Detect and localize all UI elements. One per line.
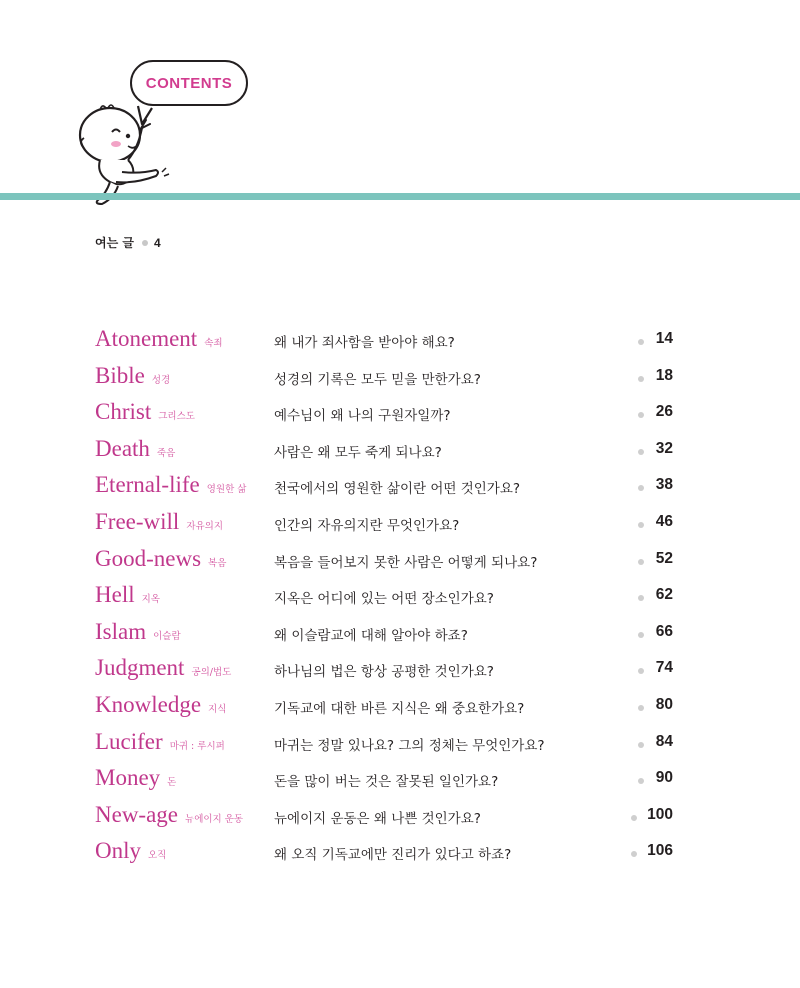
toc-term	[95, 509, 223, 535]
toc-term	[95, 363, 170, 389]
toc-term	[95, 582, 160, 608]
toc-page-number: 106	[647, 842, 673, 860]
toc-page-number: 14	[655, 330, 673, 347]
toc-page-number: 74	[655, 659, 673, 677]
term-korean: 죽음	[156, 447, 176, 459]
dot-separator	[638, 485, 644, 491]
term-english: Good-news	[95, 545, 202, 571]
dot-separator	[638, 778, 644, 784]
term-english: Hell	[95, 582, 135, 608]
toc-entry[interactable]	[0, 505, 800, 542]
toc-question: 인간의 자유의지란 무엇인가요?	[274, 517, 460, 534]
dot-separator	[638, 632, 644, 638]
toc-page-number: 80	[655, 695, 673, 713]
toc-entry[interactable]	[0, 468, 800, 505]
term-korean: 영원한 삶	[206, 484, 247, 496]
contents-header	[0, 0, 800, 215]
dot-separator	[638, 339, 644, 345]
term-korean: 그리스도	[158, 411, 195, 423]
term-english: Islam	[95, 618, 147, 644]
toc-page-number: 52	[655, 549, 673, 567]
toc-term	[95, 472, 246, 498]
toc-question: 돈을 많이 버는 것은 잘못된 일인가요?	[274, 774, 499, 791]
term-english: Eternal-life	[95, 472, 200, 498]
toc-entry[interactable]	[0, 322, 800, 359]
toc-entry[interactable]	[0, 432, 800, 469]
term-english: New-age	[95, 801, 179, 827]
toc-term	[95, 546, 226, 572]
toc-term	[95, 326, 223, 352]
header-divider-line	[0, 193, 800, 200]
toc-entry[interactable]	[0, 798, 800, 835]
intro-entry[interactable]	[95, 234, 161, 251]
term-english: Judgment	[95, 655, 185, 681]
dot-separator	[638, 559, 644, 565]
dot-separator	[142, 240, 148, 246]
toc-entry[interactable]	[0, 578, 800, 615]
dot-separator	[638, 412, 644, 418]
toc-term	[95, 838, 166, 864]
toc-page-number: 84	[655, 732, 673, 750]
dot-separator	[638, 522, 644, 528]
dot-separator	[631, 815, 637, 821]
toc-term	[95, 765, 176, 791]
toc-question: 마귀는 정말 있나요? 그의 정체는 무엇인가요?	[274, 737, 545, 754]
term-english: Free-will	[95, 508, 180, 534]
toc-question: 지옥은 어디에 있는 어떤 장소인가요?	[274, 591, 494, 608]
toc-term	[95, 399, 195, 425]
toc-entry[interactable]	[0, 834, 800, 871]
toc-term	[95, 802, 243, 828]
toc-entry[interactable]	[0, 688, 800, 725]
toc-term	[95, 436, 175, 462]
toc-page-number: 32	[655, 439, 673, 457]
term-english: Death	[95, 435, 150, 461]
toc-question: 왜 이슬람교에 대해 알아야 하죠?	[274, 627, 468, 644]
term-english: Christ	[95, 399, 152, 425]
term-korean: 오직	[148, 850, 167, 862]
dot-separator	[638, 742, 644, 748]
term-english: Lucifer	[95, 728, 163, 754]
intro-label: 여는 글	[95, 236, 134, 250]
toc-page-number: 90	[655, 769, 673, 787]
intro-page-number: 4	[153, 235, 161, 250]
toc-question: 예수님이 왜 나의 구원자일까?	[274, 408, 451, 425]
term-english: Atonement	[95, 326, 198, 351]
toc-question: 뉴에이지 운동은 왜 나쁜 것인가요?	[274, 810, 481, 827]
term-korean: 지식	[208, 703, 227, 715]
toc-term	[95, 692, 226, 718]
toc-entry[interactable]	[0, 651, 800, 688]
toc-question: 하나님의 법은 항상 공평한 것인가요?	[274, 664, 494, 681]
toc-term	[95, 619, 181, 645]
term-korean: 성경	[151, 374, 171, 386]
dot-separator	[638, 705, 644, 711]
toc-page-number: 46	[655, 512, 673, 530]
toc-question: 복음을 들어보지 못한 사람은 어떻게 되나요?	[274, 554, 538, 571]
term-english: Knowledge	[95, 691, 202, 717]
toc-question: 천국에서의 영원한 삶이란 어떤 것인가요?	[274, 481, 521, 498]
toc-term	[95, 655, 231, 681]
toc-entry[interactable]	[0, 395, 800, 432]
term-korean: 지옥	[141, 594, 160, 606]
term-korean: 이슬람	[153, 630, 181, 642]
toc-entry[interactable]	[0, 761, 800, 798]
term-korean: 돈	[167, 777, 177, 789]
toc-question: 기독교에 대한 바른 지식은 왜 중요한가요?	[274, 700, 525, 717]
toc-entry[interactable]	[0, 359, 800, 396]
term-korean: 공의/법도	[191, 667, 232, 679]
toc-page-number: 18	[655, 366, 673, 384]
toc-question: 왜 내가 죄사함을 받아야 해요?	[274, 335, 455, 351]
toc-question: 사람은 왜 모두 죽게 되나요?	[274, 444, 442, 461]
dot-separator	[638, 668, 644, 674]
dot-separator	[638, 595, 644, 601]
term-korean: 복음	[208, 557, 227, 569]
dot-separator	[631, 851, 637, 857]
term-korean: 속죄	[204, 338, 223, 349]
term-english: Only	[95, 838, 141, 864]
cartoon-character-illustration	[70, 80, 180, 210]
toc-page-number: 100	[647, 805, 673, 823]
toc-term	[95, 729, 225, 755]
toc-entry[interactable]	[0, 615, 800, 652]
term-korean: 마귀 : 루시퍼	[169, 740, 225, 752]
dot-separator	[638, 449, 644, 455]
toc-page-number: 26	[655, 403, 673, 421]
term-korean: 자유의지	[186, 520, 224, 532]
toc-question: 왜 오직 기독교에만 진리가 있다고 하죠?	[274, 847, 512, 864]
dot-separator	[638, 376, 644, 382]
term-korean: 뉴에이지 운동	[185, 813, 244, 825]
table-of-contents	[0, 322, 800, 871]
toc-page-number: 62	[655, 586, 673, 604]
toc-page-number: 66	[655, 622, 673, 640]
contents-heading: CONTENTS	[145, 74, 233, 92]
toc-entry[interactable]	[0, 542, 800, 579]
term-english: Bible	[95, 362, 145, 388]
toc-entry[interactable]	[0, 725, 800, 762]
term-english: Money	[95, 765, 161, 791]
toc-question: 성경의 기록은 모두 믿을 만한가요?	[274, 371, 481, 388]
toc-page-number: 38	[655, 476, 673, 494]
